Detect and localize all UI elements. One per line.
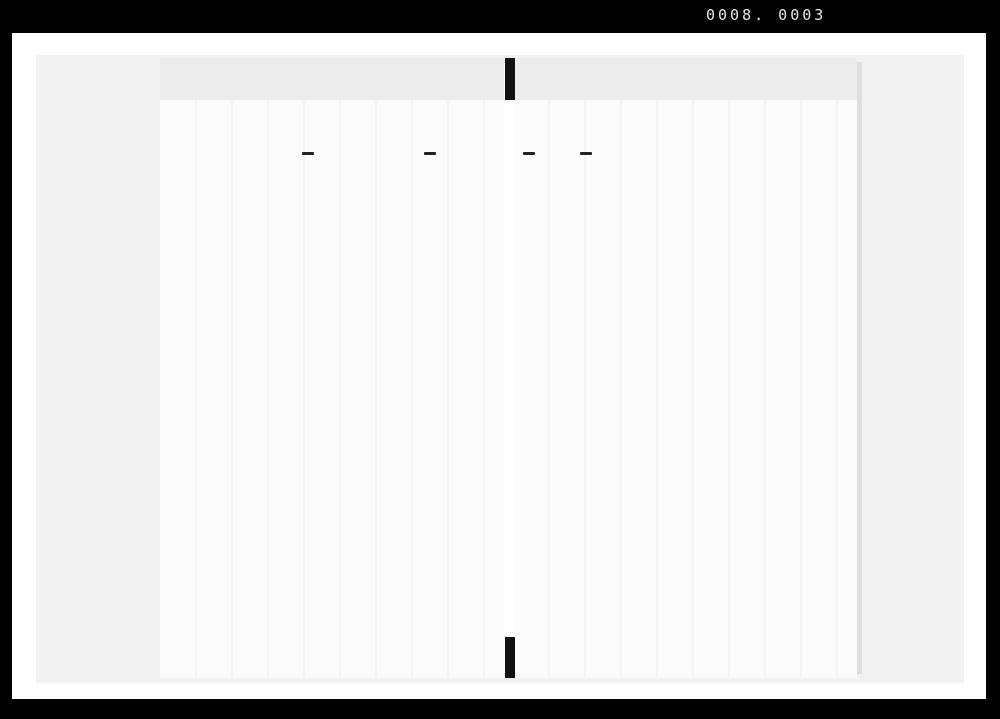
gutter-clip-top xyxy=(505,58,515,100)
page-edge xyxy=(857,62,862,674)
left-page xyxy=(160,58,505,678)
right-page-rules xyxy=(515,100,857,678)
item-bullet xyxy=(523,152,535,155)
left-page-header-band xyxy=(160,58,504,100)
left-page-rules xyxy=(160,100,504,678)
gutter-clip-bottom xyxy=(505,637,515,678)
right-page xyxy=(515,58,857,678)
item-bullet xyxy=(580,152,592,155)
item-bullet xyxy=(302,152,314,155)
right-page-header-band xyxy=(515,58,857,100)
book-gutter xyxy=(504,58,515,678)
frame-number: 0008. 0003 xyxy=(706,6,827,24)
item-bullet xyxy=(424,152,436,155)
